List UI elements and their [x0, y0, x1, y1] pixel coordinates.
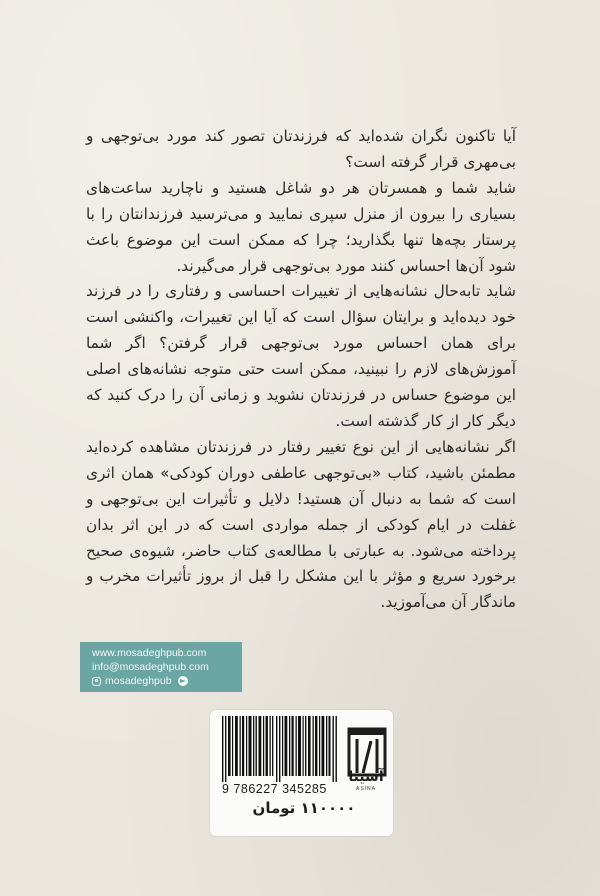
barcode — [220, 716, 343, 788]
instagram-icon — [92, 677, 101, 686]
isbn-number: 9 786227 345285 — [222, 782, 327, 796]
blurb-text — [86, 124, 516, 616]
social-handle[interactable]: mosadeghpub — [105, 675, 172, 687]
blurb-paragraph-3: شاید تابه‌حال نشانه‌هایی از تغییرات احساسی و رفتاری را در فرزند خود دیده‌اید و برایتان سؤال است که آیا این تغییرات، واکنشی است برای همان احساس مورد بی‌توجهی قرار گرفتن؟ اگر شما آموزش‌های لازم را نبینید، ممکن است حتی متوجه نشانه‌های اصلی این موضوع حساس در فرزندتان نشوید و زمانی آن را درک کنید که دیگر کار از کار گذشته است. — [86, 282, 516, 430]
email-row — [92, 660, 242, 674]
blurb-paragraph-2: شاید شما و همسرتان هر دو شاغل هستید و ناچارید ساعت‌های بسیاری را بیرون از منزل سپری نمایید و می‌ترسید فرزندانتان را با پرستار بچه‌ها تنها بگذارید؛ چرا که ممکن است این موضوع باعث شود آن‌ها احساس کنند مورد بی‌توجهی قرار می‌گیرند. — [86, 178, 516, 275]
telegram-icon — [178, 676, 188, 686]
publisher-logo-latin: ASINA — [355, 786, 376, 792]
website-row — [92, 646, 242, 660]
price-label: ۱۱۰۰۰۰ تومان — [252, 799, 356, 817]
publisher-logo-text: آسینا — [348, 769, 384, 785]
blurb-paragraph-1: آیا تاکنون نگران شده‌اید که فرزندتان تصور کند مورد بی‌توجهی و بی‌مهری قرار گرفته است؟ — [86, 127, 516, 171]
blurb-paragraph-4: اگر نشانه‌هایی از این نوع تغییر رفتار در فرزندتان مشاهده کرده‌اید مطمئن باشید، کتاب «بی‌توجهی عاطفی دوران کودکی» همان اثری است که شما به دنبال آن هستید! دلایل و تأثیرات این بی‌توجهی و غفلت در ایام کودکی از جمله مواردی است که در این اثر بدان پرداخته می‌شود. به عبارتی با مطالعه‌ی کتاب حاضر، شیوه‌ی صحیح برخورد سریع و مؤثر با این مشکل را قبل از بروز تأثیرات مخرب و ماندگار آن می‌آموزید. — [86, 437, 516, 612]
barcode-graphic — [220, 716, 343, 782]
social-row — [92, 674, 242, 688]
publisher-contact-box — [80, 642, 242, 692]
website-link[interactable]: www.mosadeghpub.com — [92, 647, 207, 659]
email-link[interactable]: info@mosadeghpub.com — [92, 661, 209, 673]
